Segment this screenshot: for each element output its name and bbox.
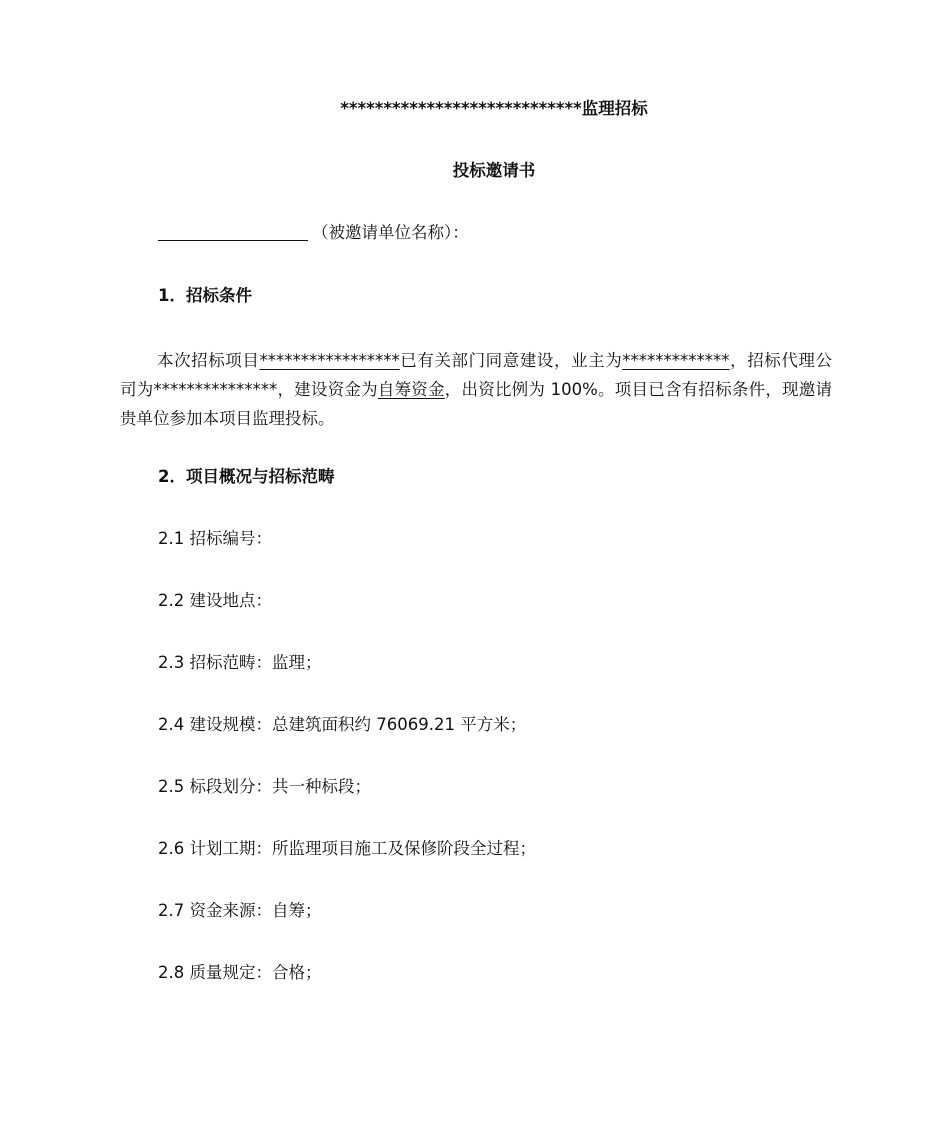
project-name: *****************: [259, 351, 400, 370]
section2-item: 2.6 计划工期：所监理项目施工及保修阶段全过程；: [158, 839, 536, 858]
section2-item: 2.3 招标范畴：监理；: [158, 653, 322, 672]
section2-item: 2.4 建设规模：总建筑面积约 76069.21 平方米；: [158, 715, 527, 734]
document-subtitle: 投标邀请书: [452, 161, 536, 180]
section2-heading: 2．项目概况与招标范畴: [158, 467, 335, 486]
para-text-3: ，招标代理公司为: [120, 351, 833, 399]
invitee-line: [158, 222, 469, 244]
section1-paragraph: [120, 346, 832, 433]
section2-item: 2.7 资金来源：自筹；: [158, 901, 322, 920]
para-text-4: ，建设资金为: [277, 380, 378, 399]
funding-source: 自筹资金: [377, 380, 445, 399]
para-text-5: ，出资比例为 100%。项目已含有招标条件，现邀请贵单位参加本项目监理投标。: [120, 380, 833, 428]
invitee-blank: [158, 222, 308, 241]
section2-item: 2.5 标段划分：共一种标段；: [158, 777, 371, 796]
document-title: ****************************监理招标: [340, 99, 648, 118]
section2-item: 2.8 质量规定：合格；: [158, 963, 322, 982]
invitee-label: （被邀请单位名称）：: [312, 223, 469, 242]
para-text-1: 本次招标项目: [157, 351, 260, 370]
owner-name: *************: [622, 351, 730, 370]
section2-item: 2.2 建设地点：: [158, 591, 272, 610]
section2-item: 2.1 招标编号：: [158, 529, 272, 548]
para-text-2: 已有关部门同意建设，业主为: [399, 351, 623, 370]
agency-name: ***************: [153, 380, 278, 399]
section1-heading: 1．招标条件: [158, 286, 252, 305]
